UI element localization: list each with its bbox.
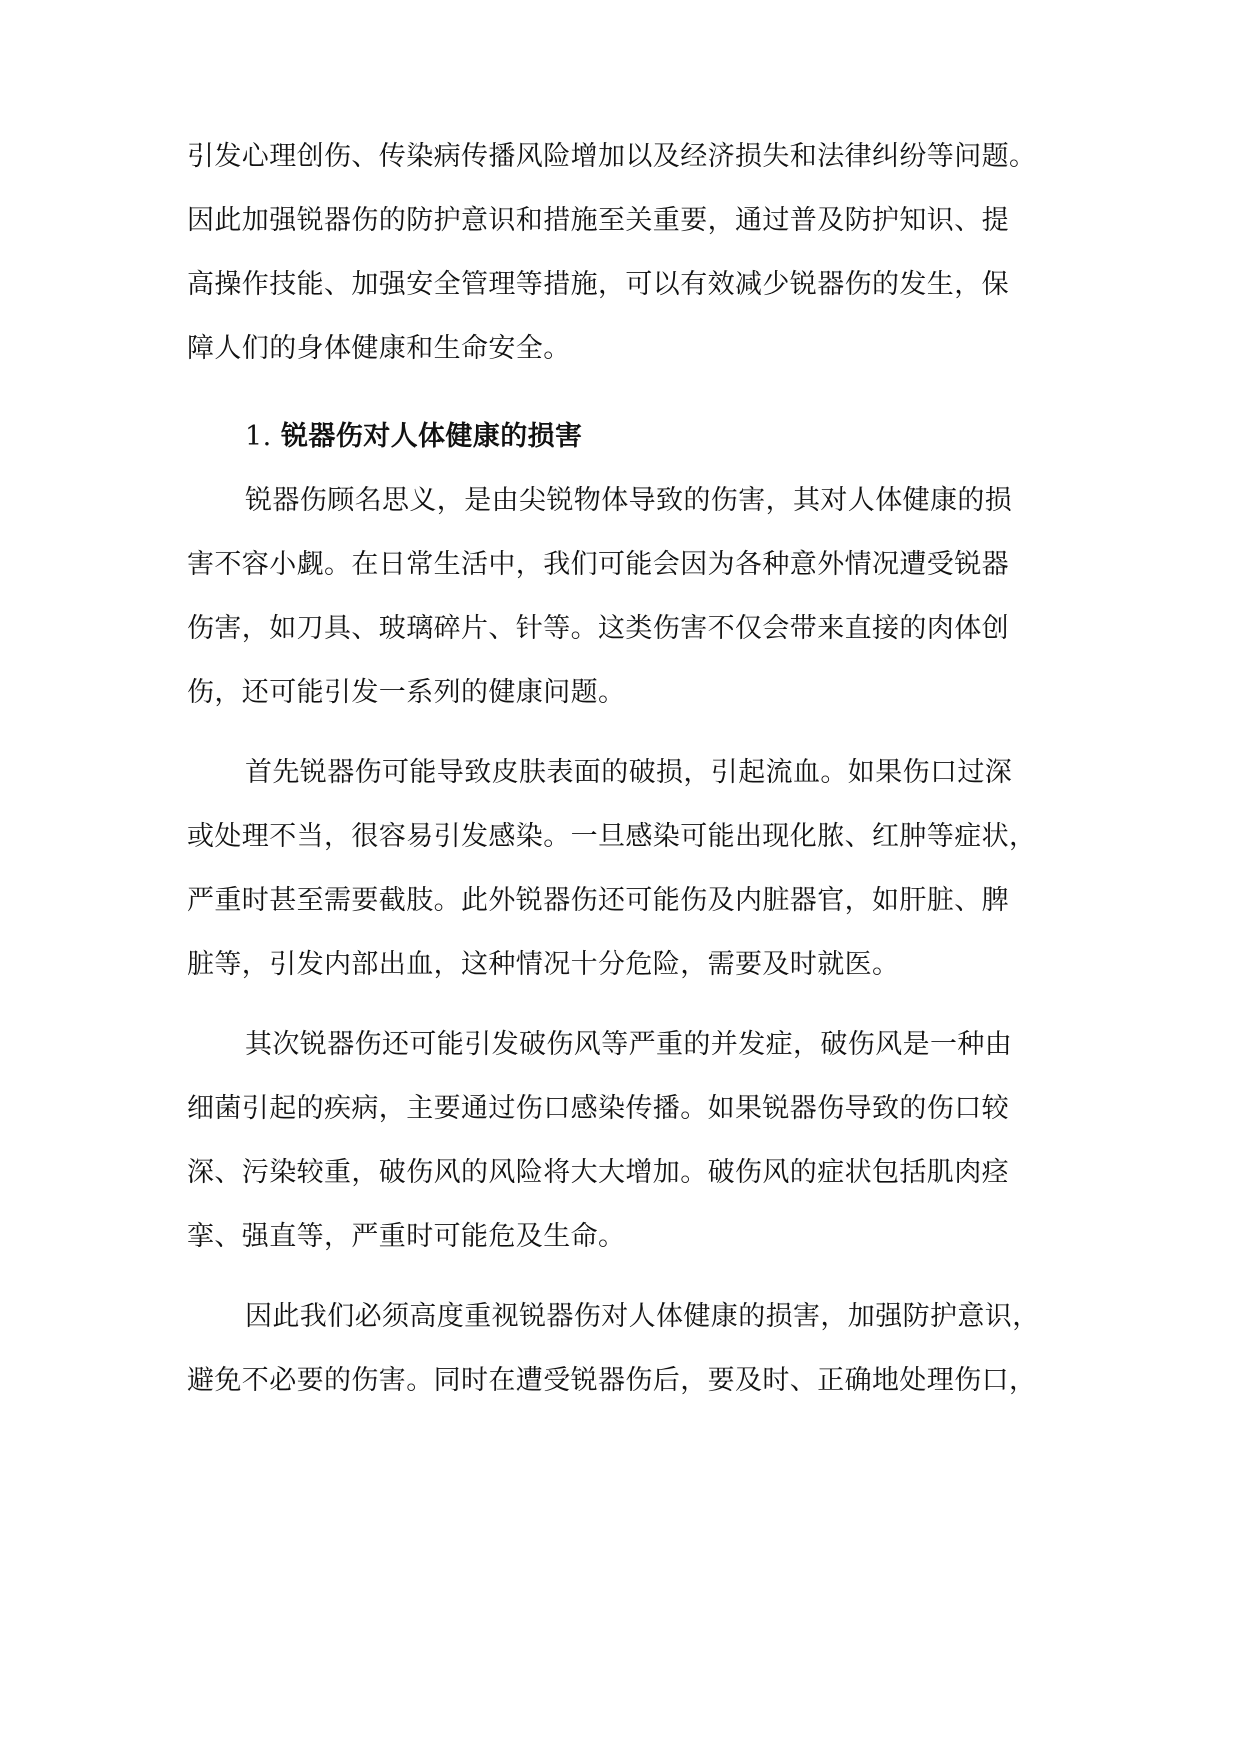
text-line: 脏等，引发内部出血，这种情况十分危险，需要及时就医。 [187, 949, 900, 980]
text-line: 高操作技能、加强安全管理等措施，可以有效减少锐器伤的发生，保 [187, 269, 1009, 300]
text-line: 细菌引起的疾病，主要通过伤口感染传播。如果锐器伤导致的伤口较 [187, 1093, 1009, 1124]
text-line: 锐器伤顾名思义，是由尖锐物体导致的伤害，其对人体健康的损 [245, 485, 1013, 516]
text-line: 引发心理创伤、传染病传播风险增加以及经济损失和法律纠纷等问题。 [187, 141, 1037, 172]
section-heading [245, 417, 582, 457]
text-line: 严重时甚至需要截肢。此外锐器伤还可能伤及内脏器官，如肝脏、脾 [187, 885, 1009, 916]
section-number: 1. [245, 421, 272, 452]
text-line: 伤害，如刀具、玻璃碎片、针等。这类伤害不仅会带来直接的肉体创 [187, 613, 1009, 644]
text-line: 伤，还可能引发一系列的健康问题。 [187, 677, 626, 708]
text-line: 深、污染较重，破伤风的风险将大大增加。破伤风的症状包括肌肉痉 [187, 1157, 1009, 1188]
text-line: 首先锐器伤可能导致皮肤表面的破损，引起流血。如果伤口过深 [245, 757, 1013, 788]
text-line: 因此加强锐器伤的防护意识和措施至关重要，通过普及防护知识、提 [187, 205, 1009, 236]
text-line: 其次锐器伤还可能引发破伤风等严重的并发症，破伤风是一种由 [245, 1029, 1013, 1060]
text-line: 挛、强直等，严重时可能危及生命。 [187, 1221, 626, 1252]
text-line: 障人们的身体健康和生命安全。 [187, 333, 571, 364]
text-line: 避免不必要的伤害。同时在遭受锐器伤后，要及时、正确地处理伤口， [187, 1365, 1037, 1396]
text-line: 因此我们必须高度重视锐器伤对人体健康的损害，加强防护意识， [245, 1301, 1040, 1332]
text-line: 或处理不当，很容易引发感染。一旦感染可能出现化脓、红肿等症状， [187, 821, 1037, 852]
text-line: 害不容小觑。在日常生活中，我们可能会因为各种意外情况遭受锐器 [187, 549, 1009, 580]
section-title: 锐器伤对人体健康的损害 [281, 421, 583, 452]
